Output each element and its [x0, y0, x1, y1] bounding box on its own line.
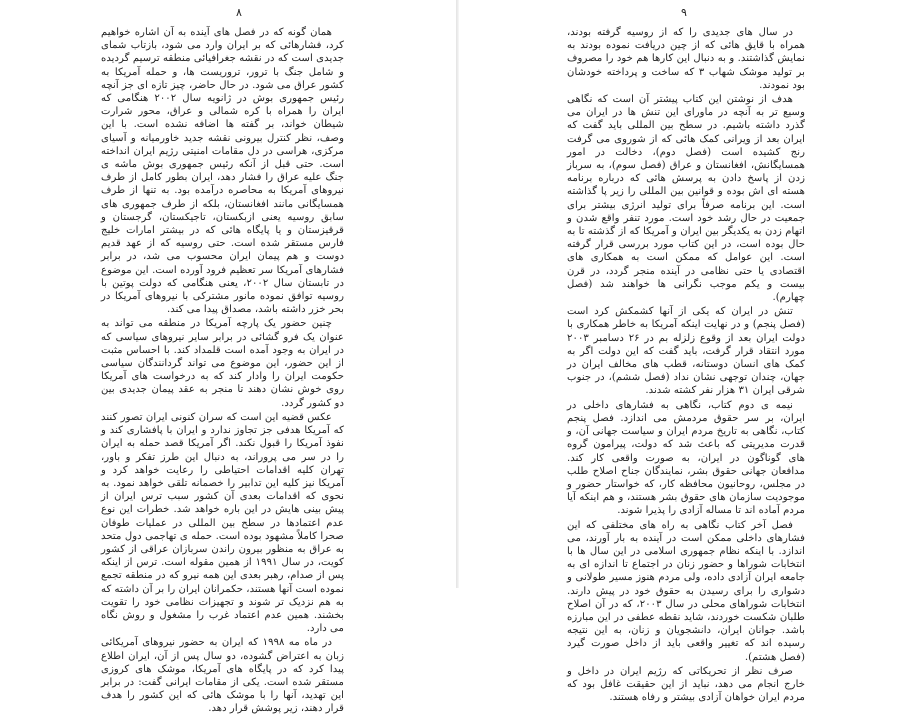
- paragraph: نیمه ی دوم کتاب، نگاهی به فشارهای داخلی در ایران، بر سر حقوق مردمش می اندازد. فصل پنجم کتاب، نگاهی به تاریخ مردم ایران و سیاست جهانی آن، و قدرت مدیریتی که باعث شد که دولت، پیرامون گروه های گوناگون در ایران، به صورت واقعی کار کند. مدافعان جهانی حقوق بشر، نمایندگان جناح اصلاح طلب در مجلس، روحانیون محافظه کار، که خواستار حضور و موجودیت سازمان های حقوق بشر هستند، و هم اینکه آیا مردم آماده اند تا مساله آزادی را پذیرا شوند.: [567, 399, 805, 517]
- page-body: [101, 26, 344, 717]
- paragraph: عکس قضیه این است که سران کنونی ایران تصور کنند که آمریکا هدفی جز تجاوز ندارد و ایران با پافشاری کند و نفوذ آمریکا را قبول نکند. اگر آمریکا قصد حمله به ایران را در سر می پروراند، به دنبال این طرز تفکر و باور، تهران کلیه اقدامات احتیاطی را رعایت خواهد کرد و آمریکا نیز کلیه این تدابیر را خصمانه تلقی خواهد نمود. به نحوی که اقدامات بعدی آن کشور سبب ترس ایران از پیش بینی هایش در این باره خواهد شد. خطرات این نوع عدم اعتمادها در سطح بین المللی در عملیات طوفان صحرا کاملاً مشهود بوده است. حمله ی تهاجمی دول متحد به عراق به منظور بیرون راندن سربازان عراقی از کشور کویت، در سال ۱۹۹۱ از همین مقوله است. ترس از اینکه پس از صدام، رهبر بعدی این همه نیرو که در منطقه تجمع نموده است آنها هستند، حکمرانان ایران را بر آن داشته که به هم نزدیک تر شوند و تجهیزات نظامی خود را تقویت بخشند. همین عدم اعتماد غرب را مشغول و روش نگاه می دارد.: [101, 411, 345, 635]
- paragraph: صرف نظر از تحریکاتی که رژیم ایران در داخل و خارج انجام می دهد، نباید از این حقیقت غافل بود که مردم ایران خواهان آزادی بیشتر و رفاه هستند.: [567, 665, 805, 704]
- paragraph: در ماه مه ۱۹۹۸ که ایران به حضور نیروهای آمریکائی زبان به اعتراض گشوده، دو سال پس از آن، ایران اطلاع پیدا کرد که در پایگاه های آمریکا، موشک های کروزی مستقر شده است. یکی از مقامات ایرانی گفت: در برابر این تهدید، آنها را با موشک هائی که این کشور را هدف قرار دهند، زیر پوشش قرار دهد.: [101, 637, 344, 715]
- paragraph: در سال های جدیدی را که از روسیه گرفته بودند، همراه با قایق هائی که از چین دریافت نموده بودند به نمایش گذاشتند. و به دنبال این کارها هم خود را مصروف بر تولید موشک شهاب ۳ که ساخت و پرداخته خودشان بود نمودند.: [567, 27, 805, 91]
- left-page: [0, 0, 458, 715]
- paragraph: هدف از نوشتن این کتاب پیشتر آن است که نگاهی وسیع تر به آنچه در ماورای این تنش ها در ایران می گذرد داشته باشیم. در سطح بین المللی باید گفت که ایران بعد از ویرانی کمک هائی که از شوروی می گرفت رنج کشیده است (فصل دوم)، دخالت در امور همسایگانش، افغانستان و عراق (فصل سوم)، به سرباز زدن از پاسخ دادن به پرسش هائی که درباره برنامه هسته ای اش بوده و قوانین بین المللی را زیر پا گذاشته است. این برنامه صرفاً برای تولید انرژی بیشتر برای جمعیت در حال رشد خود است. مورد تنفر واقع شدن و اتهام زدن به یکدیگر بین ایران و آمریکا که از گذشته تا به حال بوده است، در این کتاب مورد بررسی قرار گرفته است. این عوامل که ممکن است به همکاری های اقتصادی یا حتی نظامی در آینده منجر گردد، در قرن بیست و یکم موجب نگرانی ها خواهند شد (فصل چهارم).: [567, 94, 805, 304]
- right-page: [459, 0, 923, 704]
- page-number: ۹: [681, 6, 687, 19]
- page-number: ۸: [236, 6, 242, 19]
- paragraph: تنش در ایران که یکی از آنها کشمکش کرد است (فصل پنجم) و در نهایت اینکه آمریکا به خاطر همکاری با دولت ایران بعد از وقوع زلزله بم در ۲۶ دسامبر ۲۰۰۳ مورد انتقاد قرار گرفت، باید گفت که این دولت اگر به کمک های انسان دوستانه، قطب های مخالف ایران در جهان، چندان توجهی نشان نداد (فصل ششم)، در جنوب شرقی ایران ۳۱ هزار نفر کشته شدند.: [567, 306, 805, 397]
- paragraph: چنین حضور یک پارچه آمریکا در منطقه می تواند به عنوان یک فرو گشائی در برابر سایر نیروهای سیاسی که در ایران به وجود آمده است قلمداد کند. با احساس مثبت از این حضور، این موضوع می تواند گردانندگان سیاسی حکومت ایران را وادار کند که به درخواست های آمریکا روی خوش نشان دهند تا منجر به عقد پیمان جدیدی بین دو کشور گردد.: [101, 318, 344, 409]
- paragraph: فصل آخر کتاب نگاهی به راه های مختلفی که این فشارهای داخلی ممکن است در آینده به بار آورند، می اندازد. با اینکه نظام جمهوری اسلامی در این سال ها با انتخابات شوراها و حضور زنان در اجتماع تا اندازه ای به جامعه ایران آزادی داده، ولی مردم هنوز مسیر طولانی و دشواری را برای رسیدن به حقوق خود در پیش دارند. انتخابات شوراهای محلی در سال ۲۰۰۳، که در آن اصلاح طلبان شکست خوردند، شاید نقطه عطفی در این مبارزه باشد. جوانان ایران، دانشجویان و زنان، به این نتیجه رسیده اند که تغییر واقعی باید از داخل صورت گیرد (فصل هشتم).: [567, 519, 805, 663]
- page-body: [567, 26, 805, 705]
- paragraph: همان گونه که در فصل های آینده به آن اشاره خواهیم کرد، فشارهائی که بر ایران وارد می شود، بازتاب شمای جدیدی است که در نقشه جغرافیائی منطقه ترسیم گردیده و شامل جنگ با ترور، تروریست ها، و حمله آمریکا به کشور عراق می شود. در حال حاضر، چیز تازه ای جز آنچه رئیس جمهوری بوش در ژانویه سال ۲۰۰۲ هنگامی که ایران را همراه با کره شمالی و عراق، محور شرارت شیطان خواند، بر گفته ها اضافه نشده است. با این وصف، نظر کنترل بیرونی نقشه جدید خاورمیانه و آسیای مرکزی، هراسی در دل مقامات امنیتی رژیم ایران انداخته است. حتی قبل از آنکه رئیس جمهوری بوش ماشه ی جنگ علیه عراق را فشار دهد، ایران بطور کامل از طرف نیروهای آمریکا به محاصره درآمده بود. به تنها از طرف همسایگانی مانند افغانستان، بلکه از طرف جمهوری های سابق روسیه یعنی ازبکستان، تاجیکستان، گرجستان و قرقیزستان و یا پایگاه هائی که در بیشتر امارات خلیج فارس مستقر شده است. حتی روسیه که از عهد قدیم دوست و هم پیمان ایران محسوب می شد، در برابر فشارهای آمریکا سر تعظیم فرود آورده است. این موضوع در تابستان سال ۲۰۰۲، یعنی هنگامی که دولت پوتین با روسیه توافق نموده مانور مشترکی با نیروهای آمریکا در بحر خزر داشته باشد، مصداق پیدا می کند.: [101, 27, 344, 316]
